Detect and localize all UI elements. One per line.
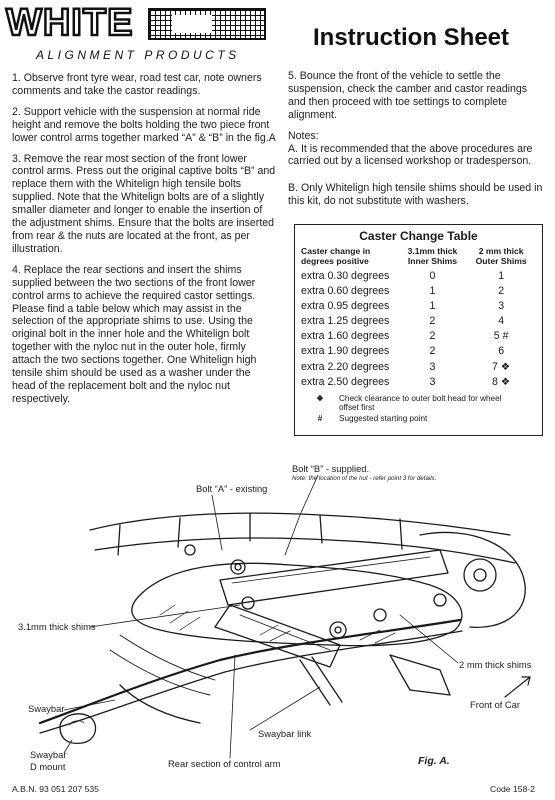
- footnote-text: Check clearance to outer bolt head for wheel offset first: [339, 393, 502, 413]
- label-front-of-car: Front of Car: [470, 699, 521, 710]
- label-swaybar-d-mount-2: D mount: [30, 761, 66, 772]
- label-bolt-b-note: Note: the location of the nut - refer point 3 for details.: [292, 475, 437, 482]
- cell-caster: extra 1.90 degrees: [301, 345, 390, 358]
- logo-word: WHITE: [6, 2, 134, 44]
- header-outer-shims: 2 mm thick Outer Shims: [475, 246, 527, 266]
- cell-inner-shims: 2: [429, 330, 436, 343]
- page-title: Instruction Sheet: [313, 24, 510, 51]
- label-swaybar-link: Swaybar link: [258, 728, 312, 739]
- cell-outer-shims: 6: [498, 345, 505, 358]
- cell-inner-shims: 1: [429, 285, 436, 298]
- cell-caster: extra 2.50 degrees: [301, 375, 390, 388]
- table-row: [301, 284, 536, 299]
- table-header: [301, 246, 536, 266]
- cell-caster: extra 0.30 degrees: [301, 270, 390, 282]
- table-row: [301, 329, 536, 344]
- table-footnote: [301, 414, 536, 424]
- label-bolt-a: Bolt “A” - existing: [196, 483, 268, 494]
- table-title: Caster Change Table: [359, 229, 478, 243]
- cell-caster: extra 0.95 degrees: [301, 300, 390, 313]
- table-row: [301, 344, 536, 359]
- label-bolt-b: Bolt “B” - supplied.: [292, 463, 370, 474]
- table-row: [301, 314, 536, 329]
- label-inner-shims: 3.1mm thick shims: [18, 621, 96, 632]
- step-4: 4. Replace the rear sections and insert the shims supplied between the two sections of the front lower control arms to achieve the required castor settings. Please find a table below which may assist in the selection of the appropriate shims to use. Using the original bolt in the inner hole and the Whitelign bolt together with the nyloc nut in the outer hole, firmly attach the two sections together. One Whitelign high tensile shim should be used as a washer under the head of the replacement bolt and the nyloc nut respectively.: [12, 263, 257, 405]
- cell-caster: extra 0.60 degrees: [301, 285, 390, 298]
- figure-a-illustration: [0, 455, 555, 775]
- cell-outer-shims: 3: [498, 300, 505, 313]
- label-swaybar-d-mount-1: Swaybar: [30, 749, 67, 760]
- table-footnote: [301, 394, 536, 413]
- cell-inner-shims: 1: [429, 300, 436, 313]
- step-2: 2. Support vehicle with the suspension at normal ride height and remove the bolts holding the two piece front lower control arms together marked “A” & “B” in the fig.A: [12, 105, 276, 144]
- footnote-symbol: ❖: [316, 393, 324, 403]
- label-swaybar: Swaybar: [28, 703, 65, 714]
- cell-inner-shims: 2: [429, 315, 436, 328]
- cell-caster: extra 1.60 degrees: [301, 330, 390, 343]
- cell-inner-shims: 2: [429, 345, 436, 358]
- cell-inner-shims: 3: [429, 360, 436, 373]
- step-3: 3. Remove the rear most section of the front lower control arms. Press out the original captive bolts “B” and replace them with the Whitelign high tensile bolts supplied. Note that the Whitelign bolts are of a slightly smaller diameter and longer to enable the insertion of the adjustment shims. Ensure that the bolts are inserted from rear & the nuts are located at the front, as per illustration.: [12, 152, 276, 255]
- label-outer-shims: 2 mm thick shims: [459, 659, 532, 670]
- step-5: 5. Bounce the front of the vehicle to settle the suspension, check the camber and castor readings and then proceed with toe settings to complete alignment.: [288, 70, 528, 121]
- cell-inner-shims: 3: [429, 375, 436, 388]
- cell-caster: extra 1.25 degrees: [301, 315, 390, 328]
- figure-caption: Fig. A.: [418, 755, 450, 767]
- document-code: Code 158-2: [490, 784, 535, 794]
- table-row: [301, 299, 536, 314]
- caster-change-table: [294, 224, 543, 436]
- cell-inner-shims: 0: [429, 270, 436, 282]
- logo-grid-graphic: [148, 8, 266, 40]
- header-inner-shims: 3.1mm thick Inner Shims: [407, 246, 458, 266]
- footnote-symbol: #: [317, 413, 323, 423]
- logo-subtitle: ALIGNMENT PRODUCTS: [36, 48, 240, 62]
- cell-outer-shims: 5 #: [493, 330, 509, 343]
- suspension-drawing: [0, 455, 555, 775]
- note-b: B. Only Whitelign high tensile shims should be used in this kit, do not substitute with washers.: [288, 182, 543, 208]
- label-rear-section: Rear section of control arm: [168, 758, 281, 769]
- table-row: [301, 269, 536, 284]
- header-caster-change: Caster change in degrees positive: [301, 246, 371, 266]
- cell-outer-shims: 7 ❖: [491, 360, 511, 373]
- footnote-text: Suggested starting point: [339, 413, 428, 423]
- notes-heading: Notes:: [288, 129, 319, 142]
- cell-outer-shims: 1: [498, 270, 505, 282]
- instructions-right-column: [288, 70, 546, 216]
- cell-caster: extra 2.20 degrees: [301, 360, 390, 373]
- instructions-left-column: [12, 72, 276, 414]
- table-row: [301, 360, 536, 375]
- cell-outer-shims: 4: [498, 315, 505, 328]
- table-row: [301, 375, 536, 390]
- cell-outer-shims: 2: [498, 285, 505, 298]
- abn-number: A.B.N. 93 051 207 535: [12, 784, 99, 794]
- note-a: A. It is recommended that the above procedures are carried out by a licensed workshop or tradesperson.: [288, 142, 533, 168]
- step-1: 1. Observe front tyre wear, road test car, note owners comments and take the castor readings.: [12, 72, 262, 97]
- brand-logo: [6, 4, 271, 64]
- cell-outer-shims: 8 ❖: [491, 375, 511, 388]
